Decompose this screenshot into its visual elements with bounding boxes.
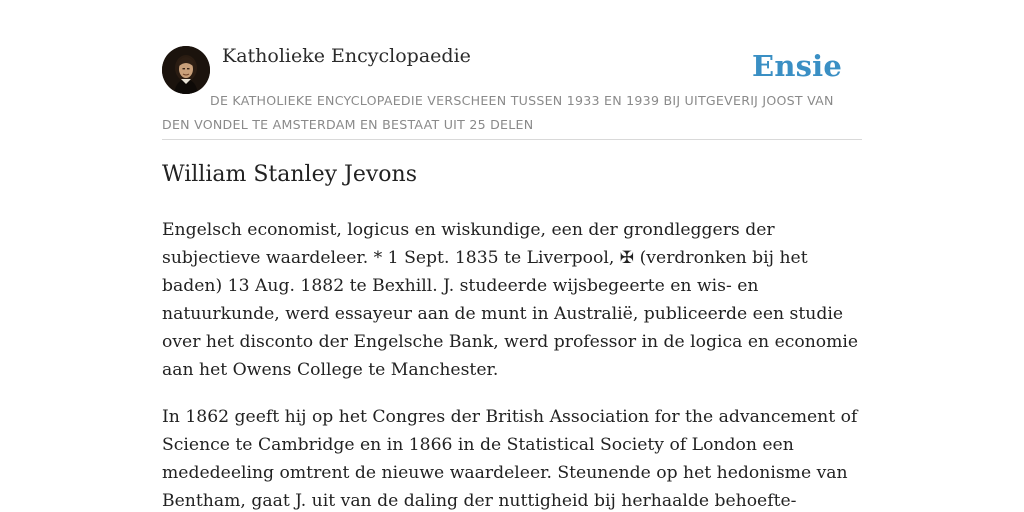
article-body (162, 216, 862, 512)
portrait-image (162, 46, 210, 94)
article-paragraph: In 1862 geeft hij op het Congres der British Association for the advancement of Science te Cambridge en in 1866 in de Statistical Society of London een mededeeling omtrent de nieuwe waardeleer. Steunende op het hedonisme van Bentham, gaat J. uit van de daling der nuttigheid bij herhaalde behoefte- (162, 407, 858, 511)
portrait-avatar-icon[interactable] (162, 46, 210, 94)
article-title: William Stanley Jevons (162, 162, 417, 187)
page-container (162, 0, 862, 511)
site-title[interactable]: Katholieke Encyclopaedie (222, 45, 471, 67)
ensie-logo-link[interactable]: Ensie (752, 49, 842, 83)
site-description: DE KATHOLIEKE ENCYCLOPAEDIE VERSCHEEN TUSSEN 1933 EN 1939 BIJ UITGEVERIJ JOOST VAN DEN VONDEL TE AMSTERDAM EN BESTAAT UIT 25 DELEN (162, 93, 834, 132)
site-header (162, 0, 862, 140)
article-paragraph: Engelsch economist, logicus en wiskundige, een der grondleggers der subjectieve waardeleer. * 1 Sept. 1835 te Liverpool, ✠ (verdronken bij het baden) 13 Aug. 1882 te Bexhill. J. studeerde wijsbegeerte en wis- en natuurkunde, werd essayeur aan de munt in Australië, publiceerde een studie over het disconto der Engelsche Bank, werd professor in de logica en economie aan het Owens College te Manchester. (162, 220, 859, 380)
